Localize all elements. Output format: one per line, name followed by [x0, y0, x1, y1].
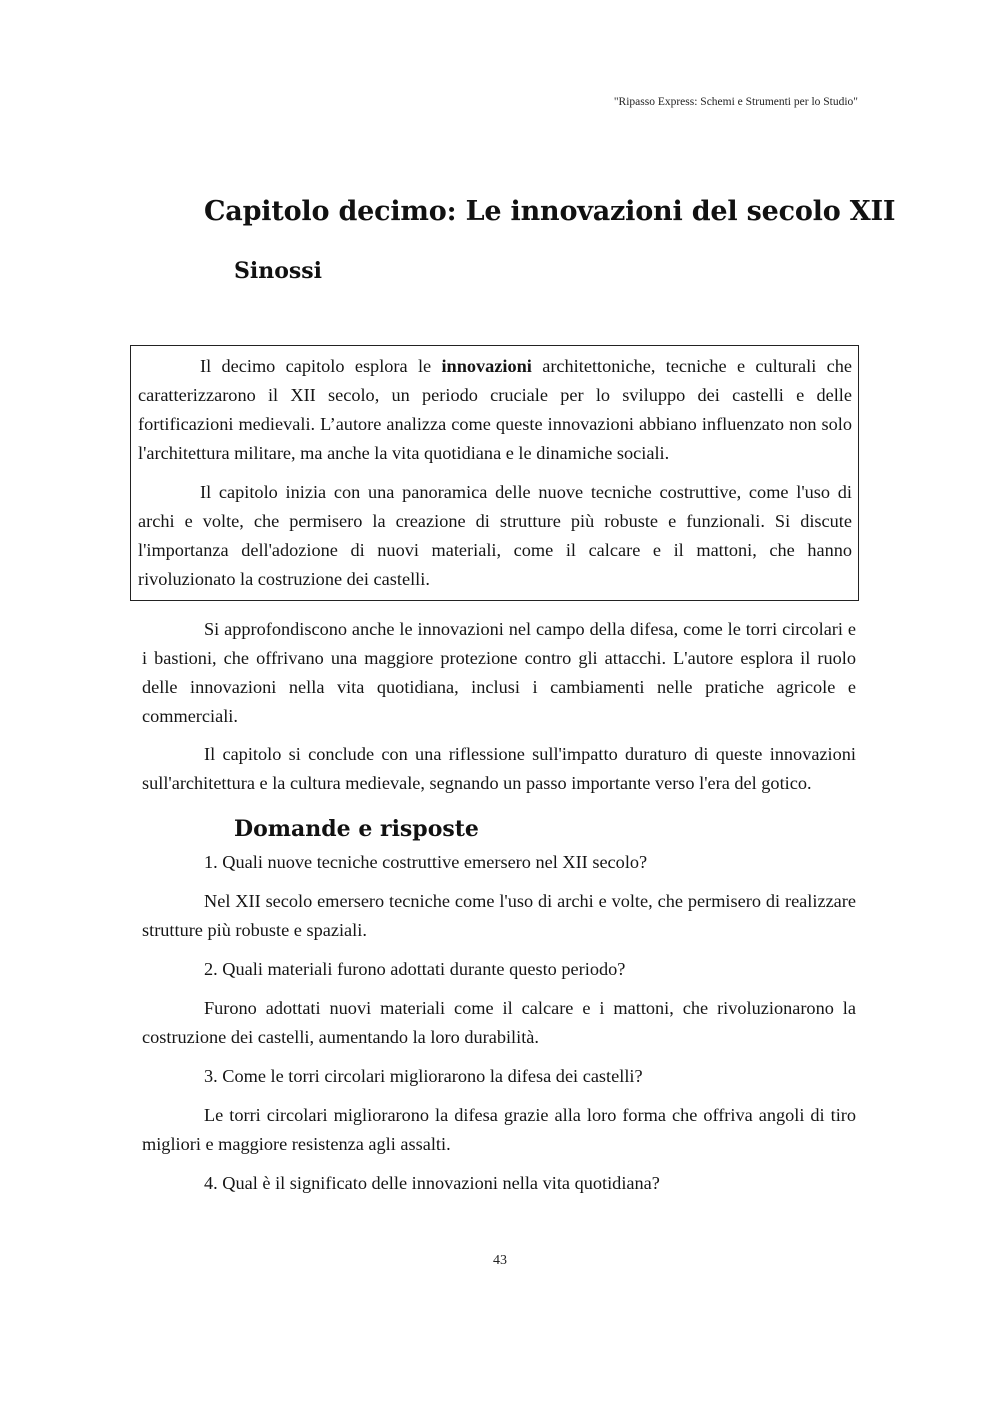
- qa-question-4: 4. Qual è il significato delle innovazioni nella vita quotidiana?: [204, 1173, 660, 1193]
- qa-heading: Domande e risposte: [234, 816, 479, 842]
- qa-answer-1: Nel XII secolo emersero tecniche come l'uso di archi e volte, che permisero di realizzare strutture più robuste e spaziali.: [142, 891, 856, 940]
- paragraph-text: Il decimo capitolo esplora le: [200, 356, 442, 376]
- main-body: [142, 615, 856, 1208]
- synopsis-heading: Sinossi: [234, 258, 323, 284]
- running-header: "Ripasso Express: Schemi e Strumenti per lo Studio": [613, 96, 858, 108]
- body-paragraph-4: Il capitolo si conclude con una riflessione sull'impatto duraturo di queste innovazioni sull'architettura e la cultura medievale, segnando un passo importante verso l'era del gotico.: [142, 744, 856, 793]
- qa-question-3: 3. Come le torri circolari migliorarono la difesa dei castelli?: [204, 1066, 643, 1086]
- qa-answer-2: Furono adottati nuovi materiali come il calcare e i mattoni, che rivoluzionarono la costruzione dei castelli, aumentando la loro durabilità.: [142, 998, 856, 1047]
- qa-question-1: 1. Quali nuove tecniche costruttive emersero nel XII secolo?: [204, 852, 648, 872]
- synopsis-box: [130, 345, 859, 601]
- highlighted-keyword: innovazioni: [441, 356, 532, 376]
- synopsis-paragraph-2: Il capitolo inizia con una panoramica delle nuove tecniche costruttive, come l'uso di archi e volte, che permisero la creazione di strutture più robuste e funzionali. Si discute l'importanza dell'adozione di nuovi materiali, come il calcare e il mattoni, che hanno rivoluzionato la costruzione dei castelli.: [138, 482, 852, 589]
- synopsis-paragraph-1: [138, 352, 852, 468]
- qa-question-2: 2. Quali materiali furono adottati durante questo periodo?: [204, 959, 626, 979]
- chapter-title: Capitolo decimo: Le innovazioni del secolo XII: [204, 196, 896, 227]
- body-paragraph-3: Si approfondiscono anche le innovazioni nel campo della difesa, come le torri circolari e i bastioni, che offrivano una maggiore protezione contro gli attacchi. L'autore esplora il ruolo delle innovazioni nella vita quotidiana, inclusi i cambiamenti nelle pratiche agricole e commerciali.: [142, 619, 856, 726]
- paragraph-text: architettoniche, tecniche e culturali che caratterizzarono il XII secolo, un periodo cruciale per lo sviluppo dei castelli e delle fortificazioni medievali. L’autore analizza come queste innovazioni abbiano influenzato non solo l'architettura militare, ma anche la vita quotidiana e le dinamiche sociali.: [138, 356, 852, 463]
- page-number: 43: [493, 1253, 507, 1268]
- qa-answer-3: Le torri circolari migliorarono la difesa grazie alla loro forma che offriva angoli di tiro migliori e maggiore resistenza agli assalti.: [142, 1105, 856, 1154]
